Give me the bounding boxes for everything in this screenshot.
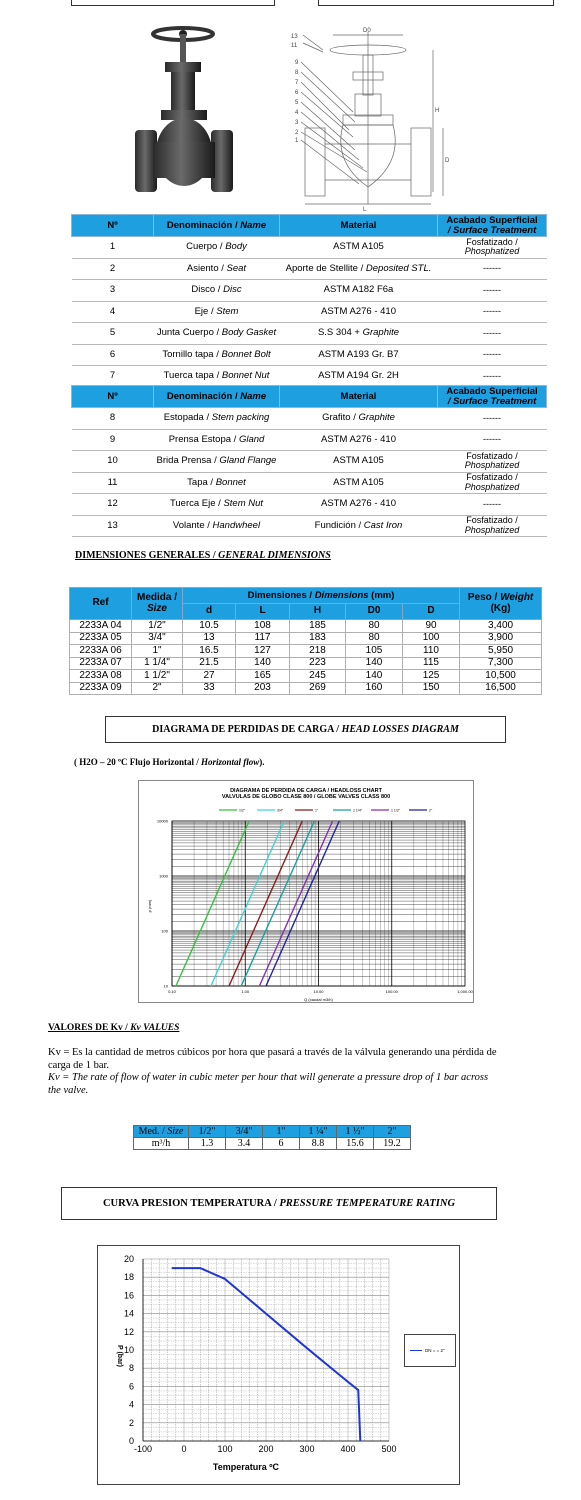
part-material: ASTM A276 - 410 (280, 494, 438, 516)
part-material: ASTM A276 - 410 (280, 429, 438, 451)
drawing-callout: D (445, 158, 450, 164)
pt-title: CURVA PRESION TEMPERATURA / PRESSURE TEMPERATURE RATING (61, 1187, 497, 1220)
y-tick-label: 12 (123, 1326, 134, 1337)
table-cell: 2233A 05 (70, 632, 132, 645)
part-name: Disco / Disc (154, 280, 280, 302)
drawing-callout: 2 (295, 130, 299, 136)
kv-size: 2" (374, 1126, 411, 1138)
col-header-name: Denominación / Name (154, 215, 280, 237)
table-cell: 90 (403, 620, 460, 633)
part-name: Junta Cuerpo / Body Gasket (154, 323, 280, 345)
series-line (266, 821, 339, 986)
table-cell: 108 (236, 620, 290, 633)
kv-size: 3/4" (226, 1126, 263, 1138)
table-cell: 203 (236, 682, 290, 695)
drawing-callout: 4 (295, 110, 299, 116)
part-name: Asiento / Seat (154, 258, 280, 280)
dims-col-1: L (236, 604, 290, 620)
table-row (72, 237, 547, 259)
part-name: Prensa Estopa / Gland (154, 429, 280, 451)
table-cell: 100 (403, 632, 460, 645)
part-finish: ------ (438, 429, 547, 451)
part-material: ASTM A105 (280, 472, 438, 494)
kv-value: 19.2 (374, 1138, 411, 1150)
table-cell: 2233A 07 (70, 657, 132, 670)
x-tick-label: -100 (133, 1444, 153, 1454)
y-tick-label: 1000 (159, 873, 168, 879)
part-name: Tuerca tapa / Bonnet Nut (154, 366, 280, 388)
x-tick-label: 100 (217, 1444, 233, 1454)
table-cell: 1 1/2" (132, 670, 183, 683)
table-cell: 2233A 06 (70, 645, 132, 658)
table-row (72, 408, 547, 430)
y-tick-label: 0 (128, 1436, 134, 1446)
x-tick-label: 300 (299, 1444, 315, 1454)
col-header-finish: Acabado Superficial / Surface Treatment (438, 215, 547, 237)
dims-col-0: d (183, 604, 236, 620)
x-tick-label: 0 (181, 1444, 187, 1454)
drawing-callout: 11 (291, 43, 298, 49)
kv-value: 15.6 (337, 1138, 374, 1150)
dims-col-4: D (403, 604, 460, 620)
pt-legend-label: DN = = 2" (425, 1348, 445, 1353)
col-header-name: Denominación / Name (154, 386, 280, 408)
chart-subtitle: VALVULAS DE GLOBO CLASE 800 / GLOBE VALVES CLASS 800 (221, 794, 391, 800)
part-no: 2 (72, 258, 154, 280)
table-row (70, 682, 542, 695)
table-cell: 140 (346, 670, 403, 683)
col-header-material: Material (280, 386, 438, 408)
part-material: Fundición / Cast Iron (280, 515, 438, 537)
kv-value: 3.4 (226, 1138, 263, 1150)
part-no: 13 (72, 515, 154, 537)
table-cell: 3,900 (460, 632, 542, 645)
part-name: Tuerca Eje / Stem Nut (154, 494, 280, 516)
table-cell: 125 (403, 670, 460, 683)
y-tick-label: 4 (128, 1399, 134, 1410)
part-no: 5 (72, 323, 154, 345)
y-tick-label: 20 (123, 1254, 134, 1264)
x-tick-label: 1.00 (241, 989, 250, 994)
part-name: Tapa / Bonnet (154, 472, 280, 494)
dims-header-weight: Peso / Weight (Kg) (460, 588, 542, 620)
part-finish: Fosfatizado / Phosphatized (438, 451, 547, 473)
table-cell: 27 (183, 670, 236, 683)
table-cell: 3,400 (460, 620, 542, 633)
head-loss-chart (138, 780, 474, 1003)
series-line (229, 821, 302, 986)
part-material: Grafito / Graphite (280, 408, 438, 430)
table-cell: 1" (132, 645, 183, 658)
table-cell: 13 (183, 632, 236, 645)
part-finish: ------ (438, 494, 547, 516)
table-row (72, 494, 547, 516)
x-tick-label: 0.10 (168, 989, 176, 994)
kv-title: VALORES DE Kv / Kv VALUES (48, 1023, 180, 1033)
table-row (72, 515, 547, 537)
table-cell: 80 (346, 620, 403, 633)
part-no: 10 (72, 451, 154, 473)
table-row (70, 632, 542, 645)
part-name: Eje / Stem (154, 301, 280, 323)
y-tick-label: 14 (123, 1308, 134, 1319)
table-row (72, 451, 547, 473)
kv-definition-en: Kv = The rate of flow of water in cubic meter per hour that will generate a pressure drop of 1 bar across the valve. (48, 1072, 489, 1096)
table-row (72, 366, 547, 388)
table-row (72, 429, 547, 451)
table-cell: 21.5 (183, 657, 236, 670)
series-line (211, 821, 284, 986)
part-name: Estopada / Stem packing (154, 408, 280, 430)
table-row (72, 301, 547, 323)
x-tick-label: 500 (381, 1444, 397, 1454)
kv-definition-es: Kv = Es la cantidad de metros cúbicos por hora que pasará a través de la válvula generando una pérdida de carga de 1 bar. (48, 1047, 497, 1071)
part-finish: ------ (438, 408, 547, 430)
top-box-left (71, 0, 275, 6)
kv-value: 6 (263, 1138, 300, 1150)
table-row (72, 258, 547, 280)
table-cell: 165 (236, 670, 290, 683)
legend-label: 1 1/4" (353, 808, 363, 813)
part-no: 12 (72, 494, 154, 516)
table-row (72, 472, 547, 494)
table-cell: 110 (403, 645, 460, 658)
part-no: 3 (72, 280, 154, 302)
x-tick-label: 400 (340, 1444, 356, 1454)
part-material: ASTM A182 F6a (280, 280, 438, 302)
table-row (72, 280, 547, 302)
drawing-callout: 8 (295, 70, 299, 76)
table-cell: 140 (346, 657, 403, 670)
table-row (70, 620, 542, 633)
col-header-no: Nº (72, 215, 154, 237)
table-cell: 10,500 (460, 670, 542, 683)
table-cell: 1/2" (132, 620, 183, 633)
dims-col-2: H (290, 604, 346, 620)
table-cell: 2233A 09 (70, 682, 132, 695)
table-cell: 160 (346, 682, 403, 695)
part-material: ASTM A193 Gr. B7 (280, 344, 438, 366)
part-material: S.S 304 + Graphite (280, 323, 438, 345)
table-row (70, 670, 542, 683)
part-material: Aporte de Stellite / Deposited STL. (280, 258, 438, 280)
series-line (259, 821, 332, 986)
y-tick-label: 2 (128, 1417, 134, 1428)
kv-size: 1/2" (189, 1126, 226, 1138)
pt-legend-line (410, 1350, 422, 1352)
y-tick-label: 6 (128, 1381, 134, 1392)
head-loss-title: DIAGRAMA DE PERDIDAS DE CARGA / HEAD LOSSES DIAGRAM (105, 716, 506, 743)
parts-table-top (71, 214, 547, 388)
part-finish: Fosfatizado / Phosphatized (438, 472, 547, 494)
kv-size-label: Med. / Size (134, 1126, 189, 1138)
x-tick-label: 1,000.00 (457, 989, 473, 994)
legend-label: 1" (315, 808, 319, 813)
part-material: ASTM A105 (280, 237, 438, 259)
col-header-material: Material (280, 215, 438, 237)
table-row (70, 645, 542, 658)
table-cell: 7,300 (460, 657, 542, 670)
table-cell: 115 (403, 657, 460, 670)
valve-photo (135, 22, 235, 197)
table-cell: 16,500 (460, 682, 542, 695)
y-tick-label: 10000 (156, 818, 168, 824)
part-name: Cuerpo / Body (154, 237, 280, 259)
table-cell: 3/4" (132, 632, 183, 645)
table-cell: 117 (236, 632, 290, 645)
part-finish: Fosfatizado / Phosphatized (438, 237, 547, 259)
table-row (72, 323, 547, 345)
table-cell: 2" (132, 682, 183, 695)
col-header-no: Nº (72, 386, 154, 408)
dims-header-dimensions: Dimensiones / Dimensions (mm) (183, 588, 460, 604)
top-box-right (318, 0, 554, 6)
part-no: 4 (72, 301, 154, 323)
x-axis-label: Q (caudal m3/h) (304, 997, 333, 1002)
drawing-callout: H (435, 108, 440, 114)
chart-title: DIAGRAMA DE PERDIDA DE CARGA / HEADLOSS CHART (230, 788, 382, 794)
x-tick-label: 200 (258, 1444, 274, 1454)
pressure-temperature-chart (97, 1245, 460, 1485)
y-tick-label: 100 (161, 928, 168, 934)
kv-value: 1.3 (189, 1138, 226, 1150)
y-tick-label: 8 (128, 1363, 134, 1374)
table-cell: 127 (236, 645, 290, 658)
kv-value: 8.8 (300, 1138, 337, 1150)
kv-table (133, 1125, 411, 1150)
table-cell: 33 (183, 682, 236, 695)
table-cell: 2233A 08 (70, 670, 132, 683)
drawing-callout: L (363, 207, 367, 212)
part-finish: ------ (438, 280, 547, 302)
kv-unit-label: m³/h (134, 1138, 189, 1150)
table-row (70, 657, 542, 670)
part-no: 8 (72, 408, 154, 430)
kv-size: 1" (263, 1126, 300, 1138)
kv-size: 1 ½" (337, 1126, 374, 1138)
drawing-callout: 13 (291, 34, 298, 40)
legend-label: 2" (429, 808, 433, 813)
table-row (72, 344, 547, 366)
table-cell: 2233A 04 (70, 620, 132, 633)
pt-legend (404, 1334, 456, 1367)
parts-table-bottom (71, 385, 547, 537)
y-tick-label: 18 (123, 1272, 134, 1283)
part-material: ASTM A276 - 410 (280, 301, 438, 323)
table-cell: 183 (290, 632, 346, 645)
table-cell: 16.5 (183, 645, 236, 658)
valve-cross-section-drawing (283, 22, 463, 212)
table-cell: 223 (290, 657, 346, 670)
table-cell: 218 (290, 645, 346, 658)
table-cell: 245 (290, 670, 346, 683)
table-cell: 10.5 (183, 620, 236, 633)
part-name: Volante / Handwheel (154, 515, 280, 537)
drawing-callout: 7 (295, 80, 299, 86)
table-cell: 140 (236, 657, 290, 670)
table-cell: 1 1/4" (132, 657, 183, 670)
legend-label: 1/2" (239, 808, 246, 813)
drawing-callout: 3 (295, 120, 299, 126)
dimensions-table (69, 587, 542, 695)
col-header-finish: Acabado Superficial / Surface Treatment (438, 386, 547, 408)
x-axis-label: Temperatura ºC (212, 1462, 280, 1472)
y-tick-label: 10 (123, 1345, 134, 1355)
dims-header-ref: Ref (70, 588, 132, 620)
part-no: 11 (72, 472, 154, 494)
y-tick-label: 16 (123, 1290, 134, 1301)
legend-label: 1 1/2" (391, 808, 401, 813)
dims-header-size: Medida / Size (132, 588, 183, 620)
part-no: 6 (72, 344, 154, 366)
part-finish: ------ (438, 344, 547, 366)
part-finish: ------ (438, 366, 547, 388)
drawing-callout: 6 (295, 90, 299, 96)
flow-note: ( H2O – 20 ºC Flujo Horizontal / Horizontal flow). (74, 757, 265, 767)
y-axis-label: P (bar) (116, 1344, 123, 1368)
series-line (241, 821, 314, 986)
dims-col-3: D0 (346, 604, 403, 620)
drawing-callout: 1 (295, 138, 299, 144)
part-finish: ------ (438, 258, 547, 280)
x-tick-label: 10.00 (313, 989, 324, 994)
part-no: 7 (72, 366, 154, 388)
x-tick-label: 100.00 (385, 989, 398, 994)
part-name: Tornillo tapa / Bonnet Bolt (154, 344, 280, 366)
table-cell: 105 (346, 645, 403, 658)
part-finish: Fosfatizado / Phosphatized (438, 515, 547, 537)
head-loss-plot (139, 781, 475, 1004)
part-finish: ------ (438, 301, 547, 323)
y-tick-label: 10 (163, 983, 168, 989)
drawing-callout: 5 (295, 100, 299, 106)
part-name: Brida Prensa / Gland Flange (154, 451, 280, 473)
part-finish: ------ (438, 323, 547, 345)
part-material: ASTM A105 (280, 451, 438, 473)
drawing-callout: D0 (363, 28, 371, 34)
part-material: ASTM A194 Gr. 2H (280, 366, 438, 388)
part-no: 9 (72, 429, 154, 451)
part-no: 1 (72, 237, 154, 259)
table-cell: 269 (290, 682, 346, 695)
table-cell: 5,950 (460, 645, 542, 658)
drawing-callout: 9 (295, 60, 299, 66)
table-cell: 150 (403, 682, 460, 695)
legend-label: 3/4" (277, 808, 284, 813)
table-cell: 185 (290, 620, 346, 633)
table-cell: 80 (346, 632, 403, 645)
dims-title: DIMENSIONES GENERALES / GENERAL DIMENSIONS (75, 550, 331, 561)
y-axis-label: p (mm) (147, 899, 152, 913)
kv-size: 1 ¼" (300, 1126, 337, 1138)
